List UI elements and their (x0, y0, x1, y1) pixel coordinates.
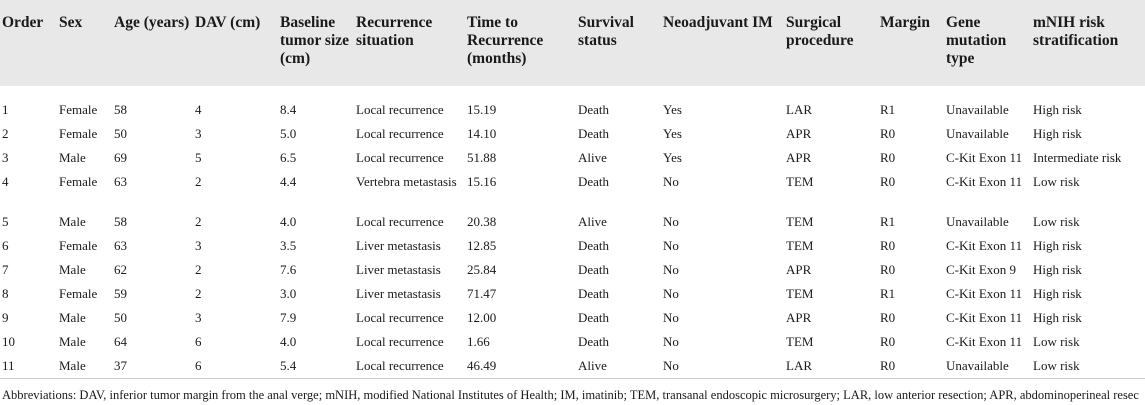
surgical-procedure-cell: LAR (786, 358, 812, 373)
header-mnih-risk: mNIH risk stratification (1033, 14, 1119, 49)
order-cell: 10 (2, 334, 15, 349)
mnih-risk-cell: High risk (1033, 126, 1082, 141)
neoadjuvant-im-cell: No (663, 334, 679, 349)
table-row (0, 174, 1145, 214)
header-age: Age (years) (114, 14, 190, 31)
table-row (0, 334, 1145, 358)
dav-cell: 2 (195, 262, 202, 277)
time-to-recurrence-cell: 71.47 (467, 286, 497, 301)
surgical-procedure-cell: TEM (786, 286, 814, 301)
tumor-size-cell: 4.4 (280, 174, 297, 189)
tumor-size-cell: 4.0 (280, 214, 297, 229)
gene-mutation-cell: C-Kit Exon 11 (946, 334, 1023, 349)
table-bottom-rule (0, 378, 1145, 379)
sex-cell: Male (59, 310, 86, 325)
margin-cell: R0 (880, 262, 896, 277)
neoadjuvant-im-cell: Yes (663, 102, 682, 117)
tumor-size-cell: 8.4 (280, 102, 297, 117)
gene-mutation-cell: C-Kit Exon 11 (946, 150, 1023, 165)
survival-status-cell: Death (578, 286, 610, 301)
time-to-recurrence-cell: 20.38 (467, 214, 497, 229)
neoadjuvant-im-cell: No (663, 286, 679, 301)
age-cell: 69 (114, 150, 127, 165)
header-neoadjuvant-im: Neoadjuvant IM (663, 14, 773, 31)
table-header-row (0, 0, 1145, 86)
recurrence-situation-cell: Liver metastasis (356, 262, 441, 277)
survival-status-cell: Death (578, 262, 610, 277)
table-row (0, 286, 1145, 310)
dav-cell: 3 (195, 126, 202, 141)
header-recurrence-situation: Recurrence situation (356, 14, 433, 49)
survival-status-cell: Death (578, 126, 610, 141)
recurrence-situation-cell: Local recurrence (356, 358, 444, 373)
surgical-procedure-cell: TEM (786, 214, 814, 229)
sex-cell: Female (59, 126, 98, 141)
table-row (0, 126, 1145, 150)
time-to-recurrence-cell: 12.85 (467, 238, 497, 253)
margin-cell: R0 (880, 310, 896, 325)
time-to-recurrence-cell: 25.84 (467, 262, 497, 277)
age-cell: 58 (114, 214, 127, 229)
order-cell: 11 (2, 358, 15, 373)
time-to-recurrence-cell: 51.88 (467, 150, 497, 165)
margin-cell: R1 (880, 286, 896, 301)
header-dav: DAV (cm) (195, 14, 261, 31)
header-time-to-recurrence: Time to Recurrence (months) (467, 14, 544, 67)
order-cell: 1 (2, 102, 9, 117)
dav-cell: 3 (195, 310, 202, 325)
sex-cell: Male (59, 150, 86, 165)
age-cell: 58 (114, 102, 127, 117)
order-cell: 3 (2, 150, 9, 165)
time-to-recurrence-cell: 15.19 (467, 102, 497, 117)
table-body (0, 86, 1145, 386)
dav-cell: 2 (195, 174, 202, 189)
recurrence-situation-cell: Liver metastasis (356, 286, 441, 301)
survival-status-cell: Death (578, 334, 610, 349)
gene-mutation-cell: C-Kit Exon 11 (946, 286, 1023, 301)
time-to-recurrence-cell: 15.16 (467, 174, 497, 189)
gene-mutation-cell: C-Kit Exon 11 (946, 310, 1023, 325)
gene-mutation-cell: Unavailable (946, 214, 1009, 229)
neoadjuvant-im-cell: No (663, 358, 679, 373)
order-cell: 2 (2, 126, 9, 141)
survival-status-cell: Alive (578, 150, 607, 165)
mnih-risk-cell: Low risk (1033, 214, 1080, 229)
gene-mutation-cell: C-Kit Exon 11 (946, 174, 1023, 189)
mnih-risk-cell: High risk (1033, 102, 1082, 117)
recurrence-situation-cell: Local recurrence (356, 102, 444, 117)
recurrence-situation-cell: Local recurrence (356, 150, 444, 165)
age-cell: 50 (114, 310, 127, 325)
age-cell: 64 (114, 334, 127, 349)
order-cell: 8 (2, 286, 9, 301)
header-order: Order (2, 14, 44, 31)
margin-cell: R0 (880, 126, 896, 141)
gene-mutation-cell: Unavailable (946, 102, 1009, 117)
recurrence-situation-cell: Local recurrence (356, 126, 444, 141)
order-cell: 6 (2, 238, 9, 253)
mnih-risk-cell: High risk (1033, 310, 1082, 325)
table-row (0, 214, 1145, 238)
header-gene-mutation-type: Gene mutation type (946, 14, 1007, 67)
order-cell: 7 (2, 262, 9, 277)
mnih-risk-cell: Low risk (1033, 334, 1080, 349)
sex-cell: Female (59, 174, 98, 189)
dav-cell: 4 (195, 102, 202, 117)
mnih-risk-cell: Low risk (1033, 174, 1080, 189)
survival-status-cell: Death (578, 102, 610, 117)
margin-cell: R0 (880, 334, 896, 349)
mnih-risk-cell: Intermediate risk (1033, 150, 1122, 165)
recurrence-situation-cell: Local recurrence (356, 310, 444, 325)
header-margin: Margin (880, 14, 930, 31)
survival-status-cell: Death (578, 174, 610, 189)
dav-cell: 2 (195, 214, 202, 229)
header-survival-status: Survival status (578, 14, 634, 49)
tumor-size-cell: 4.0 (280, 334, 297, 349)
survival-status-cell: Alive (578, 358, 607, 373)
mnih-risk-cell: High risk (1033, 262, 1082, 277)
survival-status-cell: Death (578, 238, 610, 253)
table-row (0, 238, 1145, 262)
margin-cell: R0 (880, 174, 896, 189)
neoadjuvant-im-cell: Yes (663, 126, 682, 141)
table-row (0, 310, 1145, 334)
neoadjuvant-im-cell: No (663, 174, 679, 189)
time-to-recurrence-cell: 14.10 (467, 126, 497, 141)
gene-mutation-cell: Unavailable (946, 126, 1009, 141)
table-row (0, 86, 1145, 126)
order-cell: 4 (2, 174, 9, 189)
mnih-risk-cell: High risk (1033, 286, 1082, 301)
recurrence-situation-cell: Vertebra metastasis (356, 174, 457, 189)
abbreviations-footnote: Abbreviations: DAV, inferior tumor margin from the anal verge; mNIH, modified National Institutes of Health; IM, imatinib; TEM, transanal endoscopic microsurgery; LAR, low anterior resection; APR, abdominoperineal resec (2, 388, 1139, 402)
dav-cell: 5 (195, 150, 202, 165)
surgical-procedure-cell: TEM (786, 334, 814, 349)
margin-cell: R0 (880, 238, 896, 253)
margin-cell: R1 (880, 102, 896, 117)
margin-cell: R0 (880, 358, 896, 373)
gene-mutation-cell: C-Kit Exon 11 (946, 238, 1023, 253)
age-cell: 50 (114, 126, 127, 141)
tumor-size-cell: 3.5 (280, 238, 297, 253)
recurrence-situation-cell: Local recurrence (356, 214, 444, 229)
sex-cell: Male (59, 358, 86, 373)
dav-cell: 2 (195, 286, 202, 301)
header-surgical-procedure: Surgical procedure (786, 14, 854, 49)
surgical-procedure-cell: APR (786, 262, 812, 277)
sex-cell: Male (59, 334, 86, 349)
order-cell: 5 (2, 214, 9, 229)
dav-cell: 3 (195, 238, 202, 253)
sex-cell: Female (59, 238, 98, 253)
dav-cell: 6 (195, 334, 202, 349)
time-to-recurrence-cell: 1.66 (467, 334, 490, 349)
header-baseline-tumor-size: Baseline tumor size (cm) (280, 14, 350, 67)
surgical-procedure-cell: LAR (786, 102, 812, 117)
survival-status-cell: Alive (578, 214, 607, 229)
time-to-recurrence-cell: 12.00 (467, 310, 497, 325)
recurrence-situation-cell: Liver metastasis (356, 238, 441, 253)
surgical-procedure-cell: APR (786, 126, 812, 141)
table-row (0, 262, 1145, 286)
mnih-risk-cell: High risk (1033, 238, 1082, 253)
tumor-size-cell: 7.6 (280, 262, 297, 277)
header-sex: Sex (59, 14, 83, 31)
margin-cell: R1 (880, 214, 896, 229)
gene-mutation-cell: Unavailable (946, 358, 1009, 373)
sex-cell: Male (59, 262, 86, 277)
surgical-procedure-cell: TEM (786, 238, 814, 253)
sex-cell: Female (59, 286, 98, 301)
tumor-size-cell: 6.5 (280, 150, 297, 165)
order-cell: 9 (2, 310, 9, 325)
gene-mutation-cell: C-Kit Exon 9 (946, 262, 1017, 277)
surgical-procedure-cell: APR (786, 310, 812, 325)
neoadjuvant-im-cell: No (663, 310, 679, 325)
age-cell: 37 (114, 358, 127, 373)
mnih-risk-cell: Low risk (1033, 358, 1080, 373)
neoadjuvant-im-cell: No (663, 238, 679, 253)
table-row (0, 358, 1145, 386)
table-row (0, 150, 1145, 174)
survival-status-cell: Death (578, 310, 610, 325)
tumor-size-cell: 3.0 (280, 286, 297, 301)
surgical-procedure-cell: TEM (786, 174, 814, 189)
sex-cell: Male (59, 214, 86, 229)
margin-cell: R0 (880, 150, 896, 165)
sex-cell: Female (59, 102, 98, 117)
age-cell: 59 (114, 286, 127, 301)
tumor-size-cell: 5.0 (280, 126, 297, 141)
tumor-size-cell: 5.4 (280, 358, 297, 373)
age-cell: 63 (114, 238, 127, 253)
dav-cell: 6 (195, 358, 202, 373)
time-to-recurrence-cell: 46.49 (467, 358, 497, 373)
age-cell: 63 (114, 174, 127, 189)
age-cell: 62 (114, 262, 127, 277)
tumor-size-cell: 7.9 (280, 310, 297, 325)
neoadjuvant-im-cell: No (663, 214, 679, 229)
recurrence-situation-cell: Local recurrence (356, 334, 444, 349)
neoadjuvant-im-cell: No (663, 262, 679, 277)
neoadjuvant-im-cell: Yes (663, 150, 682, 165)
surgical-procedure-cell: APR (786, 150, 812, 165)
